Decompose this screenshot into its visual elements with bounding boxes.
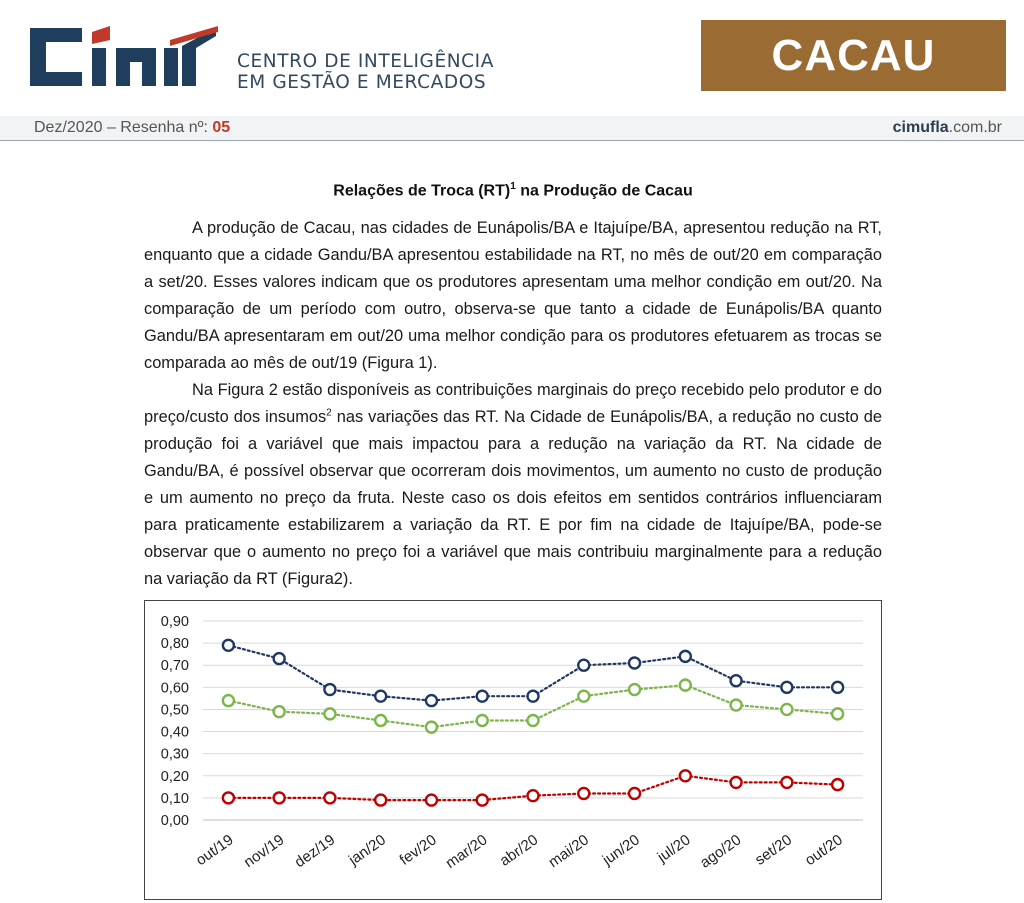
series-green-point <box>528 715 539 726</box>
series-navy-point <box>731 675 742 686</box>
article-title <box>144 181 882 200</box>
series-navy-point <box>680 651 691 662</box>
site-bold: cimufla <box>892 119 949 136</box>
x-tick-label: jan/20 <box>345 831 389 869</box>
x-tick-label: nov/19 <box>240 831 288 872</box>
series-green-point <box>832 708 843 719</box>
x-tick-label: jun/20 <box>599 831 643 869</box>
y-tick-label: 0,50 <box>160 702 189 719</box>
series-navy-point <box>324 684 335 695</box>
series-green-point <box>375 715 386 726</box>
series-red-point <box>375 795 386 806</box>
site-link[interactable] <box>893 119 1002 137</box>
org-line-2: EM GESTÃO E MERCADOS <box>237 72 487 93</box>
series-green-point <box>629 684 640 695</box>
cim-logo <box>30 26 220 92</box>
series-navy-point <box>832 682 843 693</box>
series-green-point <box>680 680 691 691</box>
x-tick-label: abr/20 <box>496 831 542 870</box>
series-navy-point <box>629 658 640 669</box>
line-chart <box>145 601 881 899</box>
series-red-point <box>274 792 285 803</box>
series-green-point <box>731 700 742 711</box>
series-navy-point <box>781 682 792 693</box>
x-tick-label: jul/20 <box>654 831 694 866</box>
series-red-point <box>426 795 437 806</box>
article-body <box>144 215 882 593</box>
x-tick-label: set/20 <box>751 831 796 869</box>
series-red-point <box>528 790 539 801</box>
issue-info <box>34 119 230 137</box>
series-red-point <box>731 777 742 788</box>
x-tick-label: fev/20 <box>396 831 440 869</box>
title-suffix: na Produção de Cacau <box>515 182 693 200</box>
paragraph-2-footnote: 2 <box>326 407 332 419</box>
series-green-point <box>578 691 589 702</box>
y-tick-label: 0,60 <box>160 680 189 697</box>
y-tick-label: 0,80 <box>160 636 189 653</box>
y-tick-label: 0,70 <box>160 658 189 675</box>
org-line-1: CENTRO DE INTELIGÊNCIA <box>237 51 494 72</box>
commodity-banner: CACAU <box>701 20 1006 91</box>
paragraph-2 <box>144 377 882 593</box>
series-red-point <box>781 777 792 788</box>
y-tick-label: 0,40 <box>160 724 189 741</box>
series-navy-point <box>375 691 386 702</box>
paragraph-2-b: nas variações das RT. Na Cidade de Eunápolis/BA, a redução no custo de produção foi a variável que mais impactou para a redução na variação da RT. Na cidade de Gandu/BA, é possível observar que ocorreram dois movimentos, um aumento no custo de produção e um aumento no preço da fruta. Neste caso os dois efeitos em sentidos contrários influenciaram para praticamente estabilizarem a variação da RT. E por fim na cidade de Itajuípe/BA, pode-se observar que o aumento no preço foi a variável que mais contribuiu marginalmente para a redução na variação da RT (Figura2). <box>144 408 882 588</box>
series-red-point <box>324 792 335 803</box>
x-tick-label: mar/20 <box>442 831 491 873</box>
x-tick-label: ago/20 <box>697 831 745 872</box>
x-tick-label: out/20 <box>801 831 846 870</box>
issue-number: 05 <box>212 119 231 136</box>
series-green-point <box>324 708 335 719</box>
series-navy-point <box>426 695 437 706</box>
issue-prefix: Dez/2020 – Resenha nº: <box>34 119 213 136</box>
series-navy-point <box>477 691 488 702</box>
figure-1-chart <box>144 600 882 900</box>
series-red-point <box>629 788 640 799</box>
series-navy-point <box>274 653 285 664</box>
series-red-point <box>477 795 488 806</box>
series-green-point <box>223 695 234 706</box>
series-navy-point <box>223 640 234 651</box>
title-footnote: 1 <box>510 181 516 192</box>
series-green-point <box>781 704 792 715</box>
series-red-point <box>578 788 589 799</box>
x-tick-label: out/19 <box>192 831 237 870</box>
paragraph-1: A produção de Cacau, nas cidades de Eunápolis/BA e Itajuípe/BA, apresentou redução na RT, enquanto que a cidade Gandu/BA apresentou estabilidade na RT, no mês de out/20 em comparação a set/20. Esses valores indicam que os produtores apresentam uma melhor condição em out/20. Na comparação de um período com outro, observa-se que tanto a cidade de Eunápolis/BA quanto Gandu/BA apresentaram em out/20 uma melhor condição para os produtores efetuarem as trocas se comparada ao mês de out/19 (Figura 1). <box>144 219 882 372</box>
series-green-point <box>477 715 488 726</box>
series-navy-point <box>528 691 539 702</box>
paragraph-2-a: Na Figura 2 estão disponíveis as contribuições marginais do preço recebido pelo produtor e do preço/custo dos insumos <box>144 381 882 426</box>
y-tick-label: 0,90 <box>160 614 189 630</box>
site-rest: .com.br <box>948 119 1002 136</box>
series-navy-point <box>578 660 589 671</box>
organization-name <box>237 51 494 93</box>
title-text: Relações de Troca (RT) <box>333 182 511 200</box>
series-green-point <box>274 706 285 717</box>
y-tick-label: 0,30 <box>160 746 189 763</box>
x-tick-label: mai/20 <box>545 831 593 872</box>
series-red-point <box>223 792 234 803</box>
y-tick-label: 0,20 <box>160 768 189 785</box>
x-tick-label: dez/19 <box>291 831 339 872</box>
y-tick-label: 0,10 <box>160 790 189 807</box>
series-red-point <box>832 779 843 790</box>
series-red-point <box>680 770 691 781</box>
series-green-point <box>426 722 437 733</box>
y-tick-label: 0,00 <box>160 813 189 829</box>
